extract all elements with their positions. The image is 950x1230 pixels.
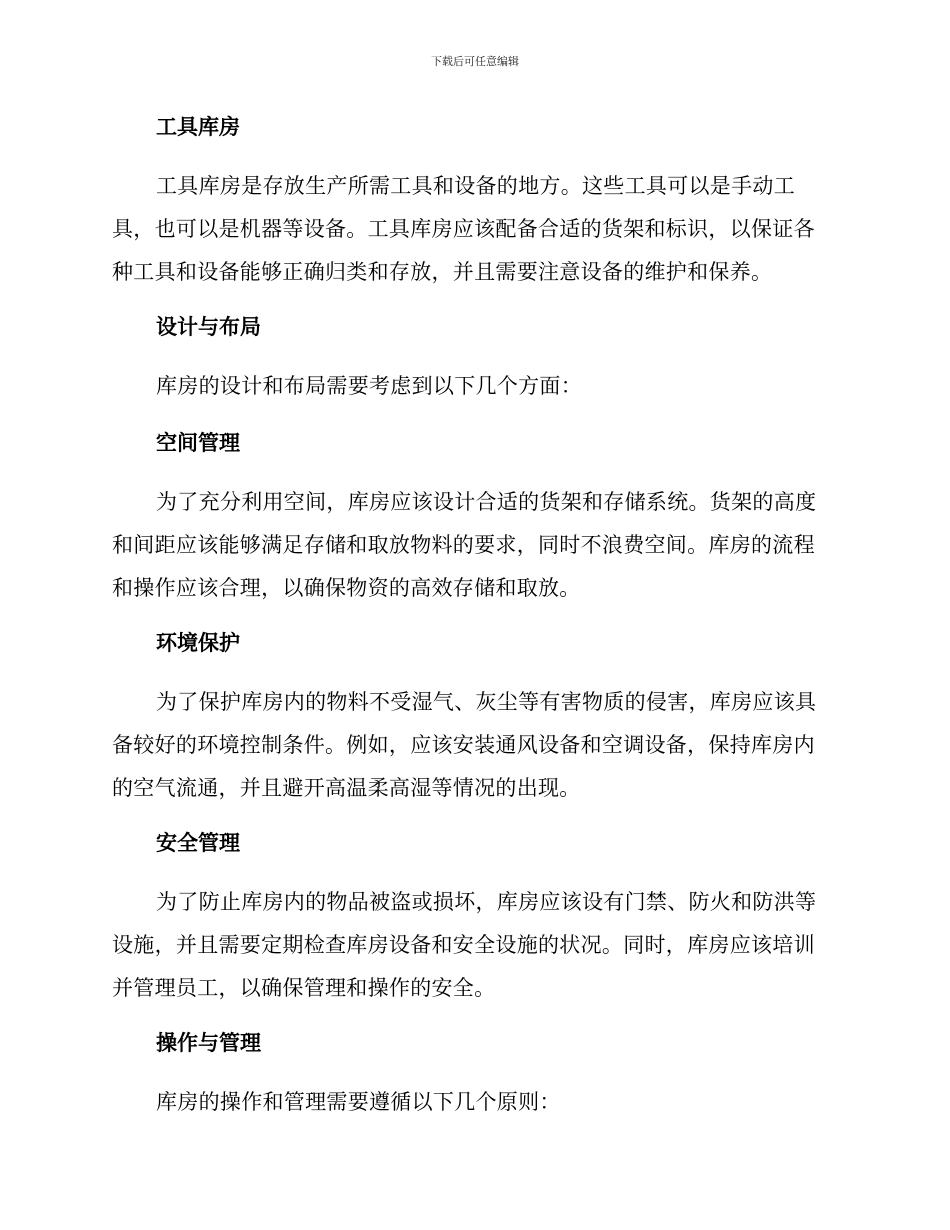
section-heading-operation-management: 操作与管理 [156, 1031, 261, 1055]
paragraph-tool-warehouse: 工具库房是存放生产所需工具和设备的地方。这些工具可以是手动工具，也可以是机器等设备。工具库房应该配备合适的货架和标识，以保证各种工具和设备能够正确归类和存放，并且需要注意设备的维护和保养。 [112, 174, 815, 284]
section-heading-tool-warehouse: 工具库房 [156, 115, 240, 139]
paragraph-safety-management: 为了防止库房内的物品被盗或损坏，库房应该设有门禁、防火和防洪等设施，并且需要定期检查库房设备和安全设施的状况。同时，库房应该培训并管理员工，以确保管理和操作的安全。 [112, 890, 817, 1000]
section-heading-space-management: 空间管理 [156, 431, 240, 455]
paragraph-operation-management: 库房的操作和管理需要遵循以下几个原则： [156, 1090, 561, 1114]
paragraph-design-layout: 库房的设计和布局需要考虑到以下几个方面： [156, 374, 582, 398]
page-header: 下载后可任意编辑 [431, 55, 519, 68]
paragraph-environment-protection: 为了保护库房内的物料不受湿气、灰尘等有害物质的侵害，库房应该具备较好的环境控制条件。例如，应该安装通风设备和空调设备，保持库房内的空气流通，并且避开高温柔高湿等情况的出现。 [112, 690, 817, 800]
section-heading-design-layout: 设计与布局 [156, 315, 261, 339]
document-body [112, 108, 832, 1140]
paragraph-space-management: 为了充分利用空间，库房应该设计合适的货架和存储系统。货架的高度和间距应该能够满足存储和取放物料的要求，同时不浪费空间。库房的流程和操作应该合理，以确保物资的高效存储和取放。 [112, 490, 817, 600]
section-heading-environment-protection: 环境保护 [156, 631, 240, 655]
section-heading-safety-management: 安全管理 [156, 831, 240, 855]
